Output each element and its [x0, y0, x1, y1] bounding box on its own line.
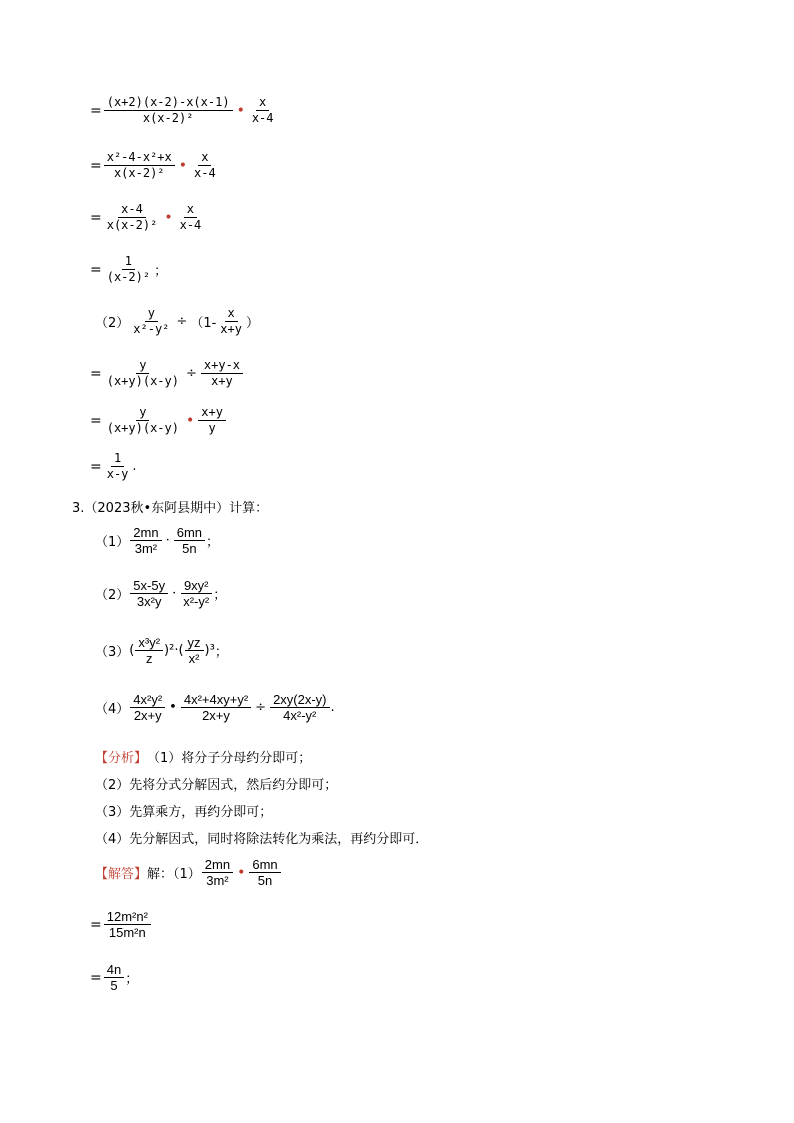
solution-intro: 解：（1）	[147, 867, 201, 882]
denominator: 3m²	[206, 873, 229, 888]
numerator: x+y-x	[201, 358, 243, 374]
step-2	[90, 150, 220, 181]
fraction	[104, 150, 175, 181]
part-label: （1）	[95, 535, 130, 550]
numerator: 1	[111, 451, 124, 467]
fraction	[249, 95, 277, 126]
denominator: x(x-2)²	[106, 218, 158, 232]
multiply-dot: •	[185, 412, 195, 429]
fraction	[104, 962, 124, 993]
fraction	[135, 635, 163, 666]
denominator: z	[145, 651, 153, 666]
numerator: 2xy(2x-y)	[270, 692, 329, 708]
analysis-line-3: （3）先算乘方，再约分即可；	[95, 805, 273, 820]
semicolon: ；	[214, 645, 228, 660]
paren-open: （1-	[190, 316, 217, 331]
solution-step-1	[90, 909, 152, 940]
question-3-part-4	[95, 692, 335, 723]
multiply-dot: •	[164, 209, 173, 226]
part-label: （2）	[95, 316, 130, 331]
equals-sign: =	[90, 412, 102, 429]
denominator: 3m²	[134, 541, 158, 556]
denominator: x(x-2)²	[113, 166, 165, 180]
step-1	[90, 95, 278, 126]
denominator: x²-y²	[133, 322, 170, 336]
denominator: (x+y)(x-y)	[106, 421, 179, 435]
denominator: x-4	[194, 166, 216, 180]
fraction	[191, 150, 219, 181]
fraction	[104, 358, 182, 389]
numerator: 6mn	[249, 857, 280, 873]
numerator: x+y	[198, 405, 226, 421]
solution-step-2	[90, 962, 138, 993]
numerator: x	[198, 150, 211, 166]
denominator: 2x+y	[202, 708, 230, 723]
divide-sign: ÷	[185, 366, 197, 381]
numerator: y	[145, 306, 158, 322]
multiply-dot: •	[237, 864, 246, 881]
equals-sign: =	[90, 102, 102, 119]
numerator: 2mn	[130, 525, 161, 541]
analysis-line-4: （4）先分解因式，同时将除法转化为乘法，再约分即可．	[95, 832, 429, 847]
denominator: y	[208, 421, 216, 435]
equals-sign: =	[90, 157, 102, 174]
numerator: yz	[185, 635, 204, 651]
paren-open: (	[129, 643, 135, 658]
fraction	[180, 578, 212, 609]
denominator: (x+y)(x-y)	[106, 374, 179, 388]
part-label: （2）	[95, 588, 130, 603]
numerator: 5x-5y	[130, 578, 168, 594]
numerator: 2mn	[202, 857, 233, 873]
numerator: 12m²n²	[104, 909, 151, 925]
denominator: 5n	[182, 541, 197, 556]
divide-sign: ÷	[255, 700, 267, 715]
question-3-part-2	[95, 578, 226, 609]
denominator: 2x+y	[133, 708, 162, 723]
step-3	[90, 202, 205, 233]
equals-sign: =	[90, 916, 102, 933]
fraction	[174, 525, 205, 556]
analysis-text: （1）将分子分母约分即可；	[147, 751, 312, 766]
fraction	[130, 692, 165, 723]
multiply-dot: •	[169, 700, 177, 715]
semicolon: ；	[125, 972, 139, 987]
equals-sign: =	[90, 261, 102, 278]
numerator: 4x²y²	[130, 692, 165, 708]
numerator: x-4	[118, 202, 146, 218]
question-3-title: 3.（2023秋•东阿县期中）计算：	[72, 501, 269, 516]
semicolon: ；	[154, 264, 168, 279]
analysis-tag: 【分析】	[95, 751, 148, 766]
multiply-dot: ·	[165, 533, 170, 548]
fraction	[104, 405, 182, 436]
fraction	[104, 451, 132, 482]
step-4	[90, 254, 167, 285]
denominator: (x-2)²	[106, 270, 151, 284]
fraction	[104, 95, 233, 126]
semicolon: ；	[213, 588, 227, 603]
denominator: 4x²-y²	[283, 708, 317, 723]
step-5	[90, 358, 244, 389]
equals-sign: =	[90, 365, 102, 382]
period: .	[330, 700, 335, 715]
fraction	[201, 358, 243, 389]
fraction	[104, 202, 161, 233]
part-label: （3）	[95, 645, 130, 660]
denominator: 3x²y	[136, 594, 162, 609]
denominator: x-y	[106, 467, 129, 481]
numerator: (x+2)(x-2)-x(x-1)	[104, 95, 233, 111]
denominator: x(x-2)²	[142, 111, 194, 125]
numerator: x	[184, 202, 197, 218]
paren-close-power: )²·(	[164, 643, 184, 658]
numerator: 4x²+4xy+y²	[181, 692, 251, 708]
numerator: x²-4-x²+x	[104, 150, 175, 166]
semicolon: ；	[206, 535, 220, 550]
solution-tag: 【解答】	[95, 867, 148, 882]
paren-close: ）	[245, 316, 259, 331]
numerator: 9xy²	[181, 578, 212, 594]
divide-sign: ÷	[176, 314, 188, 329]
denominator: x²	[188, 651, 200, 666]
fraction	[202, 857, 233, 888]
multiply-dot: •	[236, 102, 245, 119]
equals-sign: =	[90, 209, 102, 226]
denominator: 5n	[257, 873, 273, 888]
numerator: 6mn	[174, 525, 205, 541]
denominator: x+y	[211, 374, 233, 388]
numerator: 1	[122, 254, 135, 270]
solution-line	[95, 857, 282, 888]
period: .	[132, 459, 137, 474]
denominator: x-4	[251, 111, 274, 125]
equals-sign: =	[90, 969, 102, 986]
numerator: x³y²	[135, 635, 163, 651]
denominator: x+y	[220, 322, 242, 336]
analysis-line-1	[95, 747, 311, 766]
equals-sign: =	[90, 458, 102, 475]
multiply-dot: •	[178, 157, 188, 174]
fraction	[181, 692, 251, 723]
fraction	[270, 692, 329, 723]
analysis-line-2: （2）先将分式分解因式，然后约分即可；	[95, 778, 338, 793]
step-6	[90, 405, 227, 436]
numerator: x	[225, 306, 238, 322]
multiply-dot: ·	[172, 586, 177, 601]
numerator: y	[136, 358, 149, 374]
denominator: x²-y²	[183, 594, 210, 609]
numerator: x	[256, 95, 269, 111]
question-3-part-1	[95, 525, 219, 556]
denominator: 5	[110, 978, 118, 993]
numerator: y	[136, 405, 149, 421]
fraction	[185, 635, 204, 666]
fraction	[130, 525, 161, 556]
denominator: 15m²n	[108, 925, 146, 940]
fraction	[198, 405, 226, 436]
fraction	[104, 909, 151, 940]
step-7	[90, 451, 137, 482]
fraction	[104, 254, 153, 285]
paren-close-power: )³	[204, 643, 215, 658]
fraction	[249, 857, 280, 888]
fraction	[130, 306, 172, 337]
part-label: （4）	[95, 702, 130, 717]
fraction	[177, 202, 205, 233]
part-2-expression	[95, 306, 259, 337]
question-3-part-3	[95, 635, 228, 666]
fraction	[130, 578, 168, 609]
numerator: 4n	[104, 962, 124, 978]
denominator: x-4	[179, 218, 202, 232]
fraction	[217, 306, 245, 337]
